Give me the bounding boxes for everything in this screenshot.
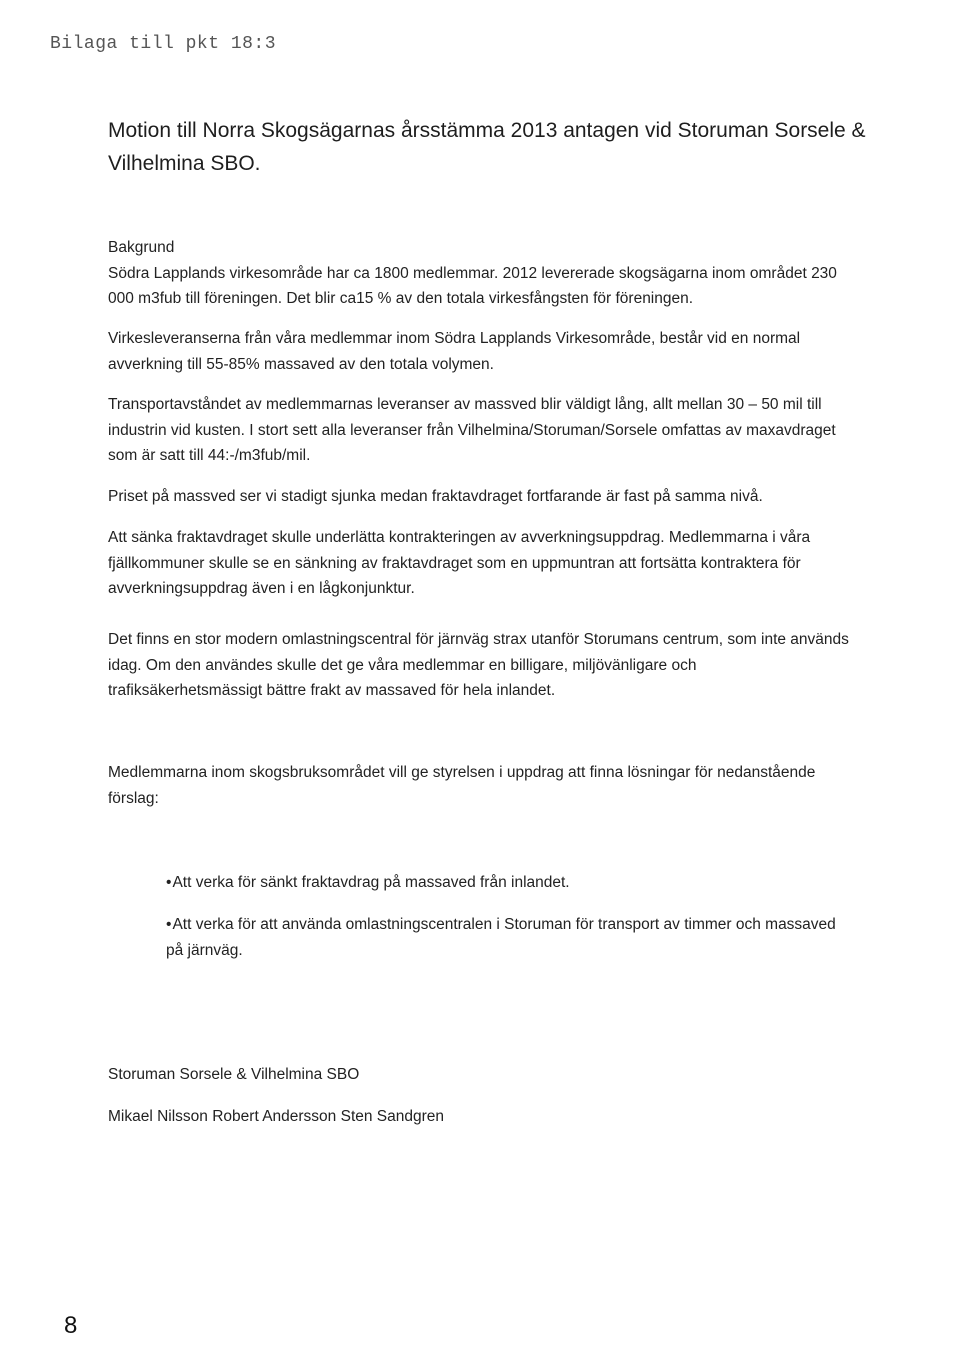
paragraph-reloading-terminal: Det finns en stor modern omlastningscentral för järnväg strax utanför Storumans centrum, som inte används idag. Om den användes skulle det ge våra medlemmar en billigare, miljövänligare och trafiksäkerhetsmässigt bättre frakt av massaved för hela inlandet. [108, 631, 849, 699]
paragraph-request: Medlemmarna inom skogsbruksområdet vill ge styrelsen i uppdrag att finna lösningar för nedanstående förslag: [108, 764, 816, 807]
background-text: Södra Lapplands virkesområde har ca 1800 medlemmar. 2012 levererade skogsägarna inom området 230 000 m3fub till föreningen. Det blir ca15 % av den totala virkesfångsten för föreningen. [108, 264, 837, 307]
signature-names: Mikael Nilsson Robert Andersson Sten Sandgren [108, 1108, 445, 1125]
paragraph-freight-deduction: Att sänka fraktavdraget skulle underlätta kontrakteringen av avverkningsuppdrag. Medlemmarna i våra fjällkommuner skulle se en sänkning av fraktavdraget som en uppmuntran att fortsätta kontraktera för avverkningsuppdrag även i en lågkonjunktur. [108, 529, 811, 597]
bullet-icon: • [166, 874, 172, 891]
proposal-text: Att verka för sänkt fraktavdrag på massaved från inlandet. [172, 874, 570, 891]
paragraph-timber-deliveries: Virkesleveranserna från våra medlemmar inom Södra Lapplands Virkesområde, består vid en normal avverkning till 55-85% massaved av den totala volymen. [108, 330, 801, 373]
proposal-item [166, 912, 846, 964]
document-title: Motion till Norra Skogsägarnas årsstämma 2013 antagen vid Storuman Sorsele & Vilhelmina SBO. [108, 119, 866, 175]
paragraph-transport-distance: Transportavståndet av medlemmarnas leveranser av massved blir väldigt lång, allt mellan 30 – 50 mil till industrin vid kusten. I stort sett alla leveranser från Vilhelmina/Storuman/Sorsele omfattas av maxavdraget som är satt till 44:-/m3fub/mil. [108, 396, 836, 464]
bullet-icon: • [166, 916, 172, 933]
paragraph-pulpwood-price: Priset på massved ser vi stadigt sjunka medan fraktavdraget fortfarande är fast på samma nivå. [108, 488, 763, 505]
background-section [108, 235, 853, 312]
signature-organization: Storuman Sorsele & Vilhelmina SBO [108, 1066, 360, 1083]
attachment-label: Bilaga till pkt 18:3 [50, 34, 277, 54]
proposal-text: Att verka för att använda omlastningscentralen i Storuman för transport av timmer och massaved på järnväg. [166, 916, 836, 959]
background-heading: Bakgrund [108, 239, 175, 256]
proposal-item [166, 870, 846, 896]
page-number: 8 [64, 1312, 78, 1339]
